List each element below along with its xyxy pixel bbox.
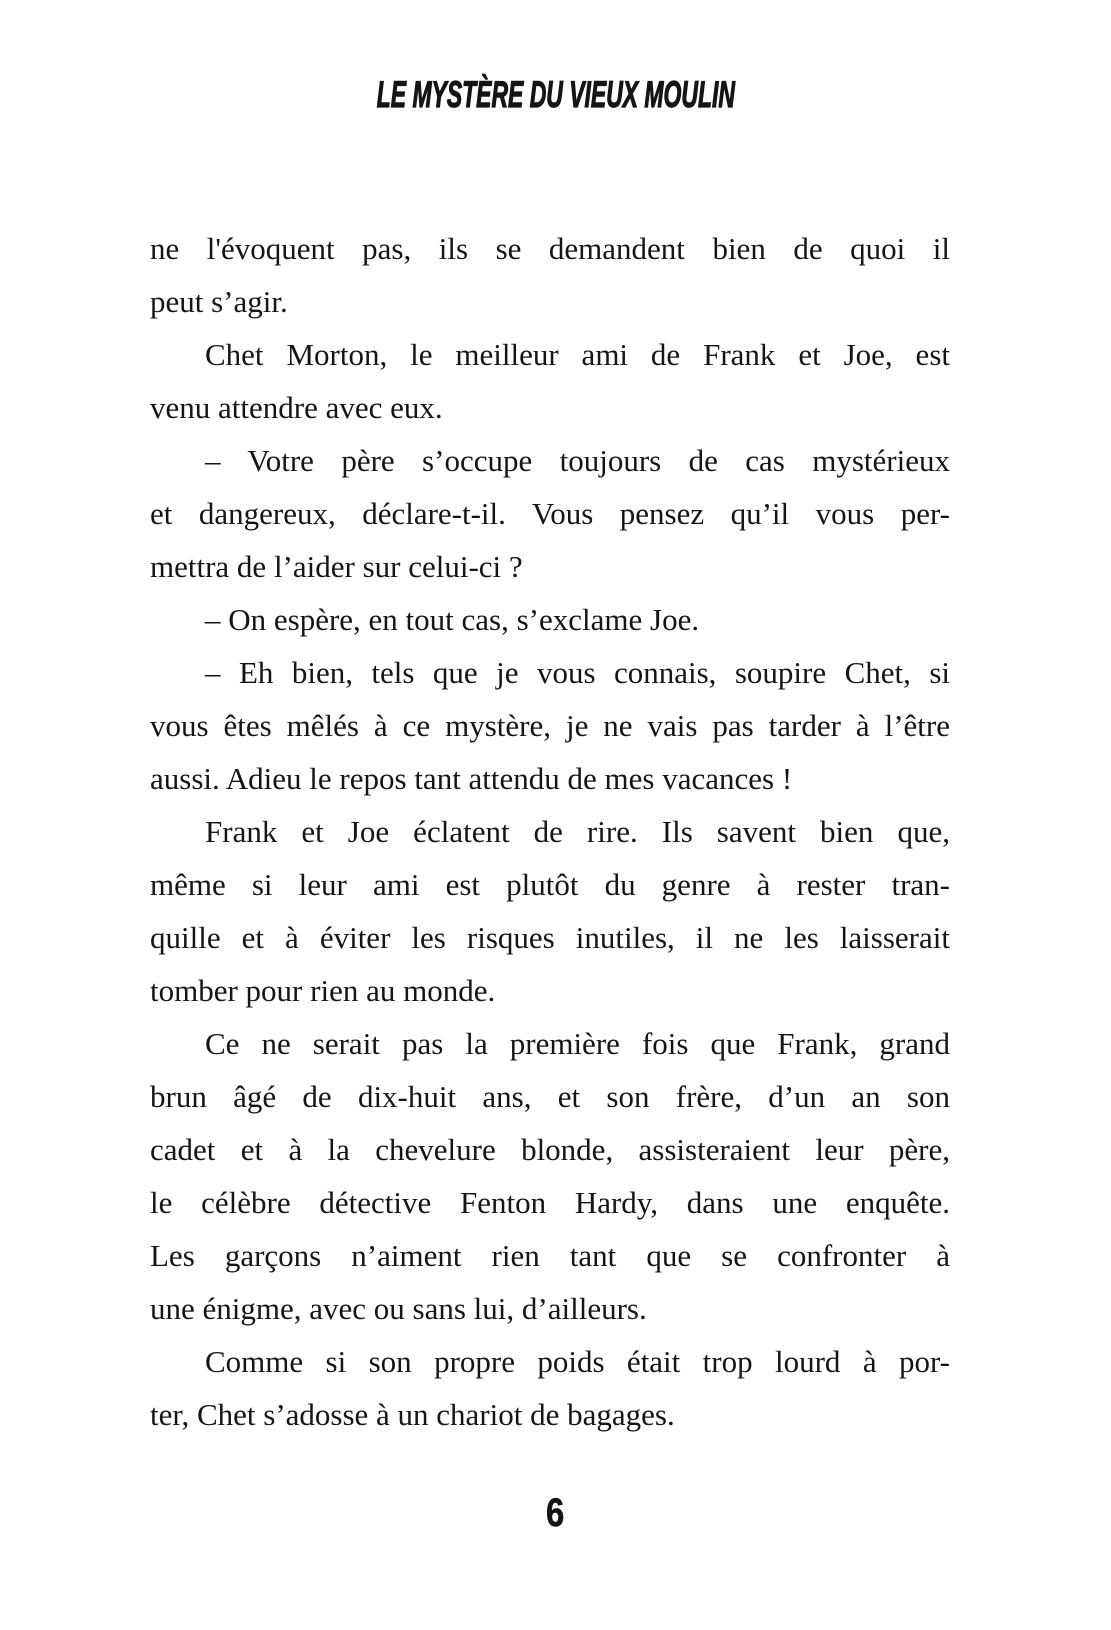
text-line: Frank et Joe éclatent de rire. Ils savent bien que, xyxy=(205,814,950,849)
text-line: – Eh bien, tels que je vous connais, soupire Chet, si xyxy=(205,655,950,690)
running-title: LE MYSTÈRE DU VIEUX MOULIN xyxy=(376,74,735,115)
text-line: le célèbre détective Fenton Hardy, dans une enquête. xyxy=(150,1185,950,1220)
text-line: vous êtes mêlés à ce mystère, je ne vais pas tarder à l’être xyxy=(150,708,950,743)
text-line: même si leur ami est plutôt du genre à rester tran- xyxy=(150,867,950,902)
text-line: tomber pour rien au monde. xyxy=(150,973,496,1008)
text-line: une énigme, avec ou sans lui, d’ailleurs. xyxy=(150,1291,647,1326)
text-line: et dangereux, déclare-t-il. Vous pensez qu’il vous per- xyxy=(150,496,950,531)
page-number: 6 xyxy=(546,1491,565,1535)
text-line: Chet Morton, le meilleur ami de Frank et Joe, est xyxy=(205,337,950,372)
text-line: cadet et à la chevelure blonde, assisteraient leur père, xyxy=(150,1132,950,1167)
text-line: brun âgé de dix-huit ans, et son frère, d’un an son xyxy=(150,1079,950,1114)
text-line: – Votre père s’occupe toujours de cas mystérieux xyxy=(205,443,950,478)
page-header xyxy=(0,74,1111,116)
text-line: ter, Chet s’adosse à un chariot de bagages. xyxy=(150,1397,675,1432)
text-line: quille et à éviter les risques inutiles, il ne les laisserait xyxy=(150,920,950,955)
text-line: venu attendre avec eux. xyxy=(150,390,443,425)
text-line: mettra de l’aider sur celui-ci ? xyxy=(150,549,523,584)
page-footer xyxy=(0,1492,1111,1534)
text-line: Comme si son propre poids était trop lourd à por- xyxy=(205,1344,950,1379)
text-line: ne l'évoquent pas, ils se demandent bien de quoi il xyxy=(150,231,950,266)
text-line: Ce ne serait pas la première fois que Frank, grand xyxy=(205,1026,950,1061)
text-line: aussi. Adieu le repos tant attendu de mes vacances ! xyxy=(150,761,793,796)
text-line: peut s’agir. xyxy=(150,284,288,319)
text-line: – On espère, en tout cas, s’exclame Joe. xyxy=(205,602,700,637)
body-text xyxy=(150,222,950,1441)
text-line: Les garçons n’aiment rien tant que se confronter à xyxy=(150,1238,950,1273)
